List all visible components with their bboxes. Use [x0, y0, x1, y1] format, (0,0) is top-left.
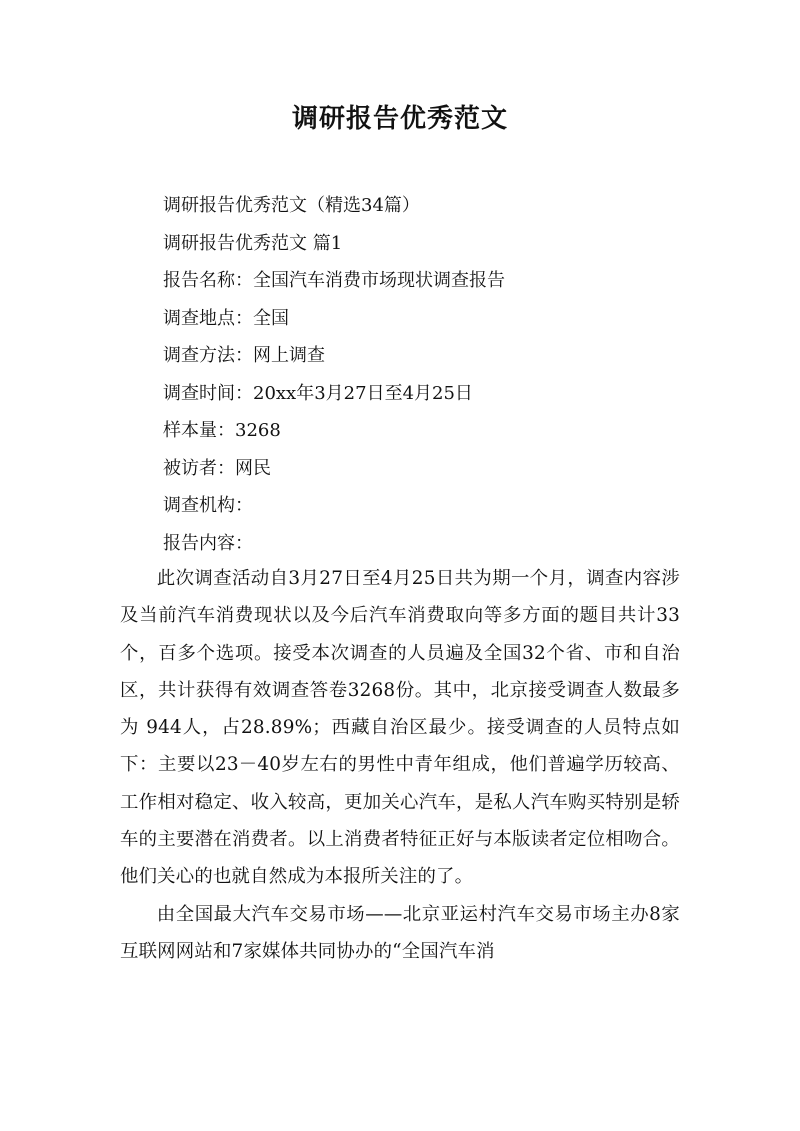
meta-line-time: 调查时间：20xx年3月27日至4月25日 — [163, 382, 473, 404]
meta-line-organization: 调查机构： — [163, 495, 253, 516]
meta-line-location: 调查地点：全国 — [163, 307, 289, 329]
meta-line-content-label: 报告内容： — [163, 532, 253, 554]
meta-line-section: 调研报告优秀范文 篇1 — [163, 232, 343, 254]
meta-line-report-name: 报告名称：全国汽车消费市场现状调查报告 — [163, 270, 505, 291]
document-title: 调研报告优秀范文 — [291, 104, 508, 134]
meta-line-sample-size: 样本量：3268 — [163, 420, 281, 441]
meta-line-subtitle: 调研报告优秀范文（精选34篇） — [163, 195, 420, 216]
body-paragraph: 由全国最大汽车交易市场——北京亚运村汽车交易市场主办8家互联网网站和7家媒体共同协办的“全国汽车消 — [120, 903, 680, 962]
body-paragraph: 此次调查活动自3月27日至4月25日共为期一个月，调查内容涉及当前汽车消费现状以及今后汽车消费取向等多方面的题目共计33个，百多个选项。接受本次调查的人员遍及全国32个省、市和自治区，共计获得有效调查答卷3268份。其中，北京接受调查人数最多为 944人，占28.89%；西藏自治区最少。接受调查的人员特点如下：主要以23－40岁左右的男性中青年组成，他们普遍学历较高、工作相对稳定、收入较高，更加关心汽车，是私人汽车购买特别是轿车的主要潜在消费者。以上消费者特征正好与本版读者定位相吻合。他们关心的也就自然成为本报所关注的了。 — [120, 568, 680, 888]
report-body — [120, 560, 680, 970]
report-meta — [163, 187, 703, 562]
meta-line-method: 调查方法：网上调查 — [163, 345, 325, 366]
meta-line-respondents: 被访者：网民 — [163, 457, 271, 479]
